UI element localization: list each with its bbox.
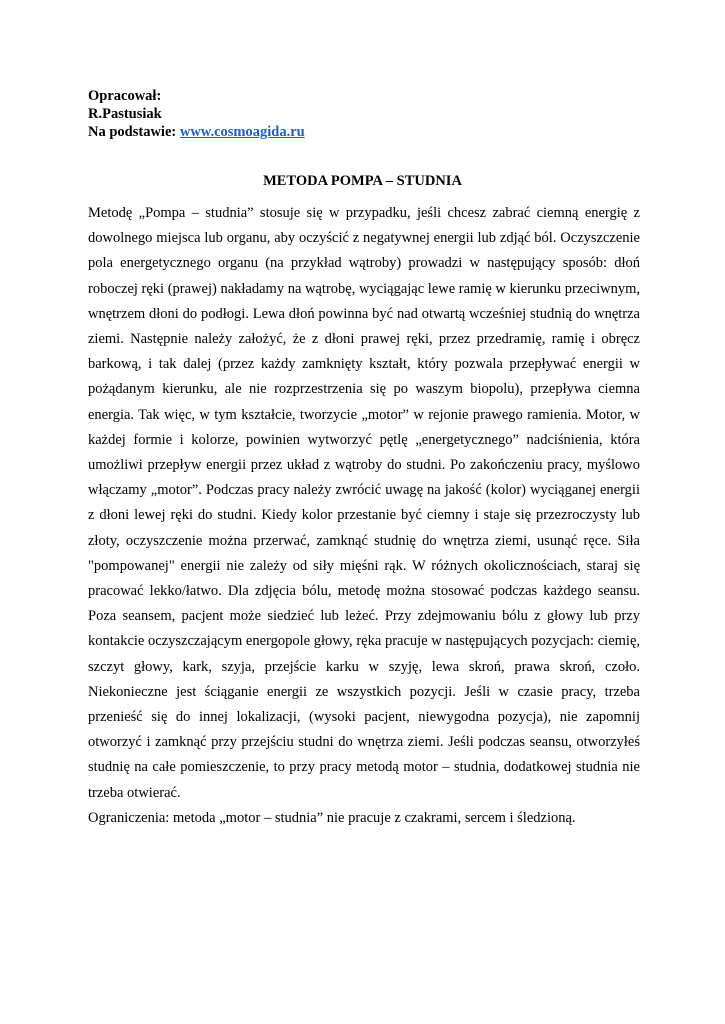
author-label: Opracował: bbox=[88, 88, 162, 104]
source-label: Na podstawie: bbox=[88, 124, 180, 140]
source-line bbox=[88, 123, 305, 141]
source-link[interactable]: www.cosmoagida.ru bbox=[179, 124, 305, 140]
document-body bbox=[88, 201, 640, 831]
paragraph-limitations: Ograniczenia: metoda „motor – studnia” nie pracuje z czakrami, sercem i śledzioną. bbox=[88, 809, 576, 826]
paragraph-main: Metodę „Pompa – studnia” stosuje się w przypadku, jeśli chcesz zabrać ciemną energię z dowolnego miejsca lub organu, aby oczyścić z negatywnej energii lub zdjąć ból. Oczyszczenie pola energetycznego organu (na przykład wątroby) prowadzi w następujący sposób: dłoń roboczej ręki (prawej) nakładamy na wątrobę, wyciągając lewe ramię w kierunku przeciwnym, wnętrzem dłoni do podłogi. Lewa dłoń powinna być nad otwartą wcześniej studnią do wnętrza ziemi. Następnie należy założyć, że z dłoni prawej ręki, przez przedramię, ramię i obręcz barkową, i tak dalej (przez każdy zamknięty kształt, który pozwala przepływać energii w pożądanym kierunku, ale nie rozprzestrzenia się po waszym biopolu), przepływa ciemna energia. Tak więc, w tym kształcie, tworzycie „motor” w rejonie prawego ramienia. Motor, w każdej formie i kolorze, powinien wytworzyć pętlę „energetycznego” nadciśnienia, która umożliwi przepływ energii przez układ z wątroby do studni. Po zakończeniu pracy, myślowo włączamy „motor”. Podczas pracy należy zwrócić uwagę na jakość (kolor) wyciąganej energii z dłoni lewej ręki do studni. Kiedy kolor przestanie być ciemny i staje się przezroczysty lub złoty, oczyszczenie można przerwać, zamknąć studnię do wnętrza ziemi, usunąć ręce. Siła "pompowanej" energii nie zależy od siły mięśni rąk. W różnych okolicznościach, staraj się pracować lekko/łatwo. Dla zdjęcia bólu, metodę można stosować podczas każdego seansu. Poza seansem, pacjent może siedzieć lub leżeć. Przy zdejmowaniu bólu z głowy lub przy kontakcie oczyszczającym energopole głowy, ręka pracuje w następujących pozycjach: ciemię, szczyt głowy, kark, szyja, przejście karku w szyję, lewa skroń, prawa skroń, czoło. Niekonieczne jest ściąganie energii ze wszystkich pozycji. Jeśli w czasie pracy, trzeba przenieść się do innej lokalizacji, (wysoki pacjent, niewygodna pozycja), nie zapomnij otworzyć i zamknąć przy przejściu studni do wnętrza ziemi. Jeśli podczas seansu, otworzyłeś studnię na całe pomieszczenie, to przy pracy metodą motor – studnia, dodatkowej studnia nie trzeba otwierać. bbox=[88, 205, 640, 801]
author-name: R.Pastusiak bbox=[88, 106, 162, 122]
document-header bbox=[88, 87, 305, 141]
document-title: METODA POMPA – STUDNIA bbox=[263, 173, 462, 189]
